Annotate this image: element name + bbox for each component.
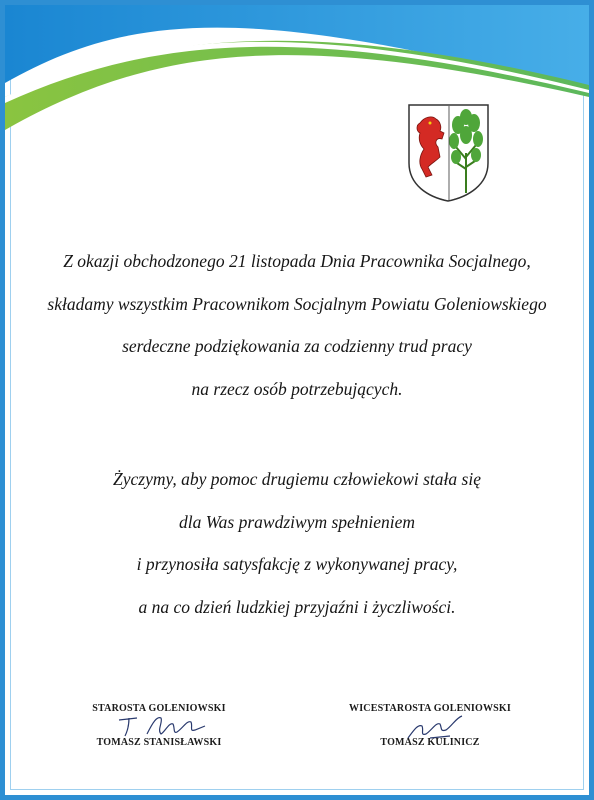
signature-name: TOMASZ KULINICZ xyxy=(380,737,480,748)
greeting-line-4: na rzecz osób potrzebujących. xyxy=(191,378,403,399)
signature-block-starosta xyxy=(39,702,279,750)
greeting-line-1: Z okazji obchodzonego 21 listopada Dnia Pracownika Socjalnego, xyxy=(63,251,531,271)
handwritten-signature-icon xyxy=(400,712,470,740)
signature-block-wicestarosta xyxy=(310,702,550,750)
greeting-line-2: składamy wszystkim Pracownikom Socjalnym Powiatu Goleniowskiego xyxy=(47,293,547,314)
wave-decoration xyxy=(5,5,589,140)
handwritten-signature-icon xyxy=(117,712,207,740)
coat-of-arms-icon xyxy=(406,103,491,203)
greeting-line-3: serdeczne podziękowania za codzienny trud pracy xyxy=(122,336,472,356)
wishes-line-2: dla Was prawdziwym spełnieniem xyxy=(178,511,416,532)
wishes-line-4: a na co dzień ludzkiej przyjaźni i życzliwości. xyxy=(138,596,456,617)
greeting-paragraph xyxy=(5,246,589,416)
signature-title: STAROSTA GOLENIOWSKI xyxy=(92,703,226,714)
signature-title: WICESTAROSTA GOLENIOWSKI xyxy=(349,703,511,714)
signature-name: TOMASZ STANISŁAWSKI xyxy=(96,737,222,748)
wishes-line-1: Życzymy, aby pomoc drugiemu człowiekowi stała się xyxy=(113,469,481,489)
wishes-paragraph xyxy=(5,464,589,634)
wishes-line-3: i przynosiła satysfakcję z wykonywanej pracy, xyxy=(136,554,458,574)
